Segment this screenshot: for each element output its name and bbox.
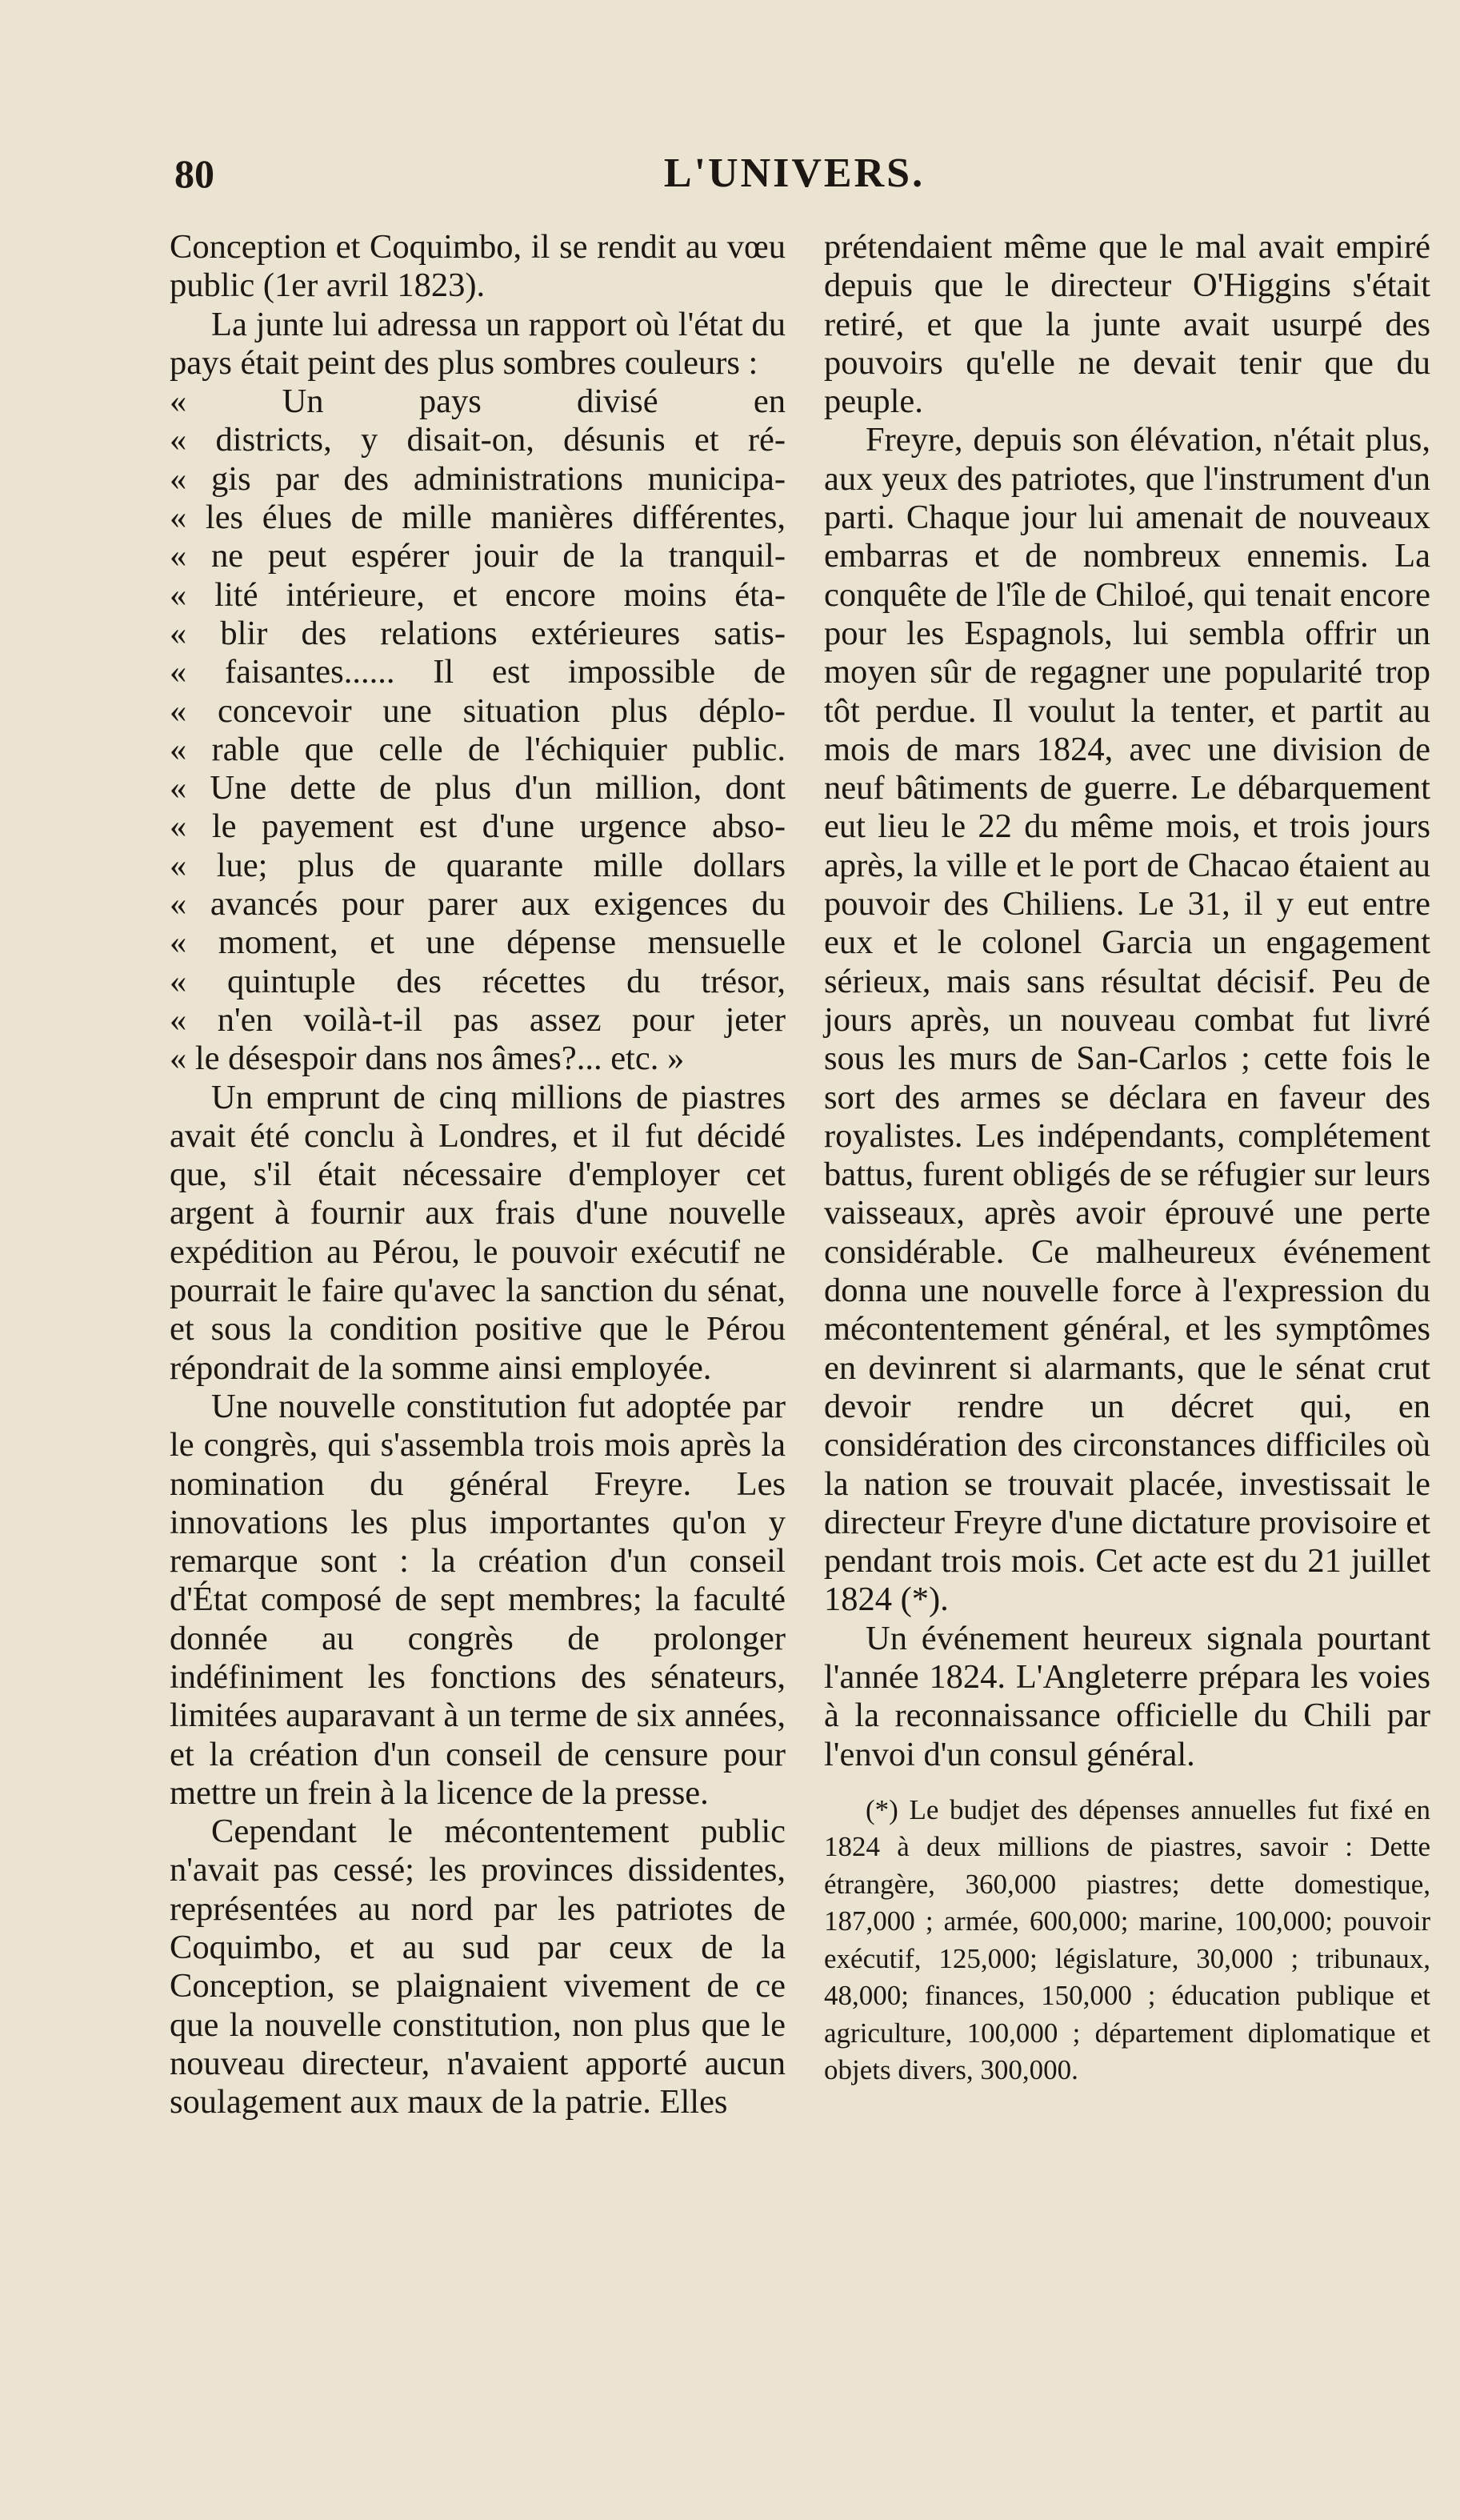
quote-line: « le payement est d'une urgence abso- — [170, 807, 786, 846]
paragraph: Cependant le mécontentement public n'avait pas cessé; les provinces dissidentes, représentées au nord par les patriotes de Coquimbo, et au sud par ceux de la Conception, se plaignaient vivement de ce que la nouvelle constitution, non plus que le nouveau directeur, n'avaient apporté aucun soulagement aux maux de la patrie. Elles — [170, 1813, 786, 2121]
quote-line: « concevoir une situation plus déplo- — [170, 691, 786, 730]
paragraph: Un événement heureux signala pourtant l'année 1824. L'Angleterre prépara les voies à la reconnaissance officielle du Chili par l'envoi d'un consul général. — [824, 1619, 1430, 1773]
quote-line: « n'en voilà-t-il pas assez pour jeter — [170, 1000, 786, 1039]
paragraph: Un emprunt de cinq millions de piastres avait été conclu à Londres, et il fut décidé que, s'il était nécessaire d'employer cet argent à fournir aux frais d'une nouvelle expédition au Pérou, le pouvoir exécutif ne pourrait le faire qu'avec la sanction du sénat, et sous la condition positive que le Pérou répondrait de la somme ainsi employée. — [170, 1078, 786, 1387]
quote-line: « rable que celle de l'échiquier public. — [170, 730, 786, 768]
quote-line: « faisantes...... Il est impossible de — [170, 653, 786, 691]
quote-line: « Une dette de plus d'un million, dont — [170, 769, 786, 807]
quote-line: « districts, y disait-on, désunis et ré- — [170, 421, 786, 459]
footnote-text: (*) Le budjet des dépenses annuelles fut fixé en 1824 à deux millions de piastres, savoir : Dette étrangère, 360,000 piastres; dette domestique, 187,000 ; armée, 600,000; marine, 100,000; pouvoir exécutif, 125,000; législature, 30,000 ; tribunaux, 48,000; finances, 150,000 ; éducation publique et agriculture, 100,000 ; département diplomatique et objets divers, 300,000. — [824, 1793, 1430, 2086]
quote-line: « avancés pour parer aux exigences du — [170, 885, 786, 923]
footnote — [824, 1792, 1430, 2089]
right-column — [824, 228, 1430, 2089]
quote-line: « le désespoir dans nos âmes?... etc. » — [170, 1040, 685, 1078]
quote-line: « quintuple des récettes du trésor, — [170, 962, 786, 1000]
quote-line: « les élues de mille manières différentes, — [170, 499, 786, 537]
left-column — [170, 228, 786, 2122]
quoted-report — [170, 383, 786, 1078]
page-header — [174, 146, 1414, 210]
quote-line: « moment, et une dépense mensuelle — [170, 923, 786, 962]
quote-line: « ne peut espérer jouir de la tranquil- — [170, 537, 786, 575]
paragraph: Freyre, depuis son élévation, n'était plus, aux yeux des patriotes, que l'instrument d'un parti. Chaque jour lui amenait de nouveaux embarras et de nombreux ennemis. La conquête de l'île de Chiloé, qui tenait encore pour les Espagnols, lui sembla offrir un moyen sûr de regagner une popularité trop tôt perdue. Il voulut la tenter, et partit au mois de mars 1824, avec une division de neuf bâtiments de guerre. Le débarquement eut lieu le 22 du même mois, et trois jours après, la ville et le port de Chacao étaient au pouvoir des Chiliens. Le 31, il y eut entre eux et le colonel Garcia un engagement sérieux, mais sans résultat décisif. Peu de jours après, un nouveau combat fut livré sous les murs de San-Carlos ; cette fois le sort des armes se déclara en faveur des royalistes. Les indépendants, complétement battus, furent obligés de se réfugier sur leurs vaisseaux, après avoir éprouvé une perte considérable. Ce malheureux événement donna une nouvelle force à l'expression du mécontentement général, et les symptômes en devinrent si alarmants, que le sénat crut devoir rendre un décret qui, en considération des circonstances difficiles où la nation se trouvait placée, investissait le directeur Freyre d'une dictature provisoire et pendant trois mois. Cet acte est du 21 juillet 1824 (*). — [824, 421, 1430, 1619]
paragraph-intro: La junte lui adressa un rapport où l'état du pays était peint des plus sombres couleurs : — [170, 305, 786, 382]
quote-line: « blir des relations extérieures satis- — [170, 614, 786, 652]
quote-line: « gis par des administrations municipa- — [170, 459, 786, 498]
quote-line: « Un pays divisé en — [170, 383, 786, 421]
quote-line: « lité intérieure, et encore moins éta- — [170, 575, 786, 614]
page-number: 80 — [174, 151, 214, 196]
paragraph: prétendaient même que le mal avait empiré depuis que le directeur O'Higgins s'était retiré, et que la junte avait usurpé des pouvoirs qu'elle ne devait tenir que du peuple. — [824, 228, 1430, 421]
quote-line: « lue; plus de quarante mille dollars — [170, 846, 786, 884]
paragraph: Conception et Coquimbo, il se rendit au vœu public (1er avril 1823). — [170, 228, 786, 305]
paragraph: Une nouvelle constitution fut adoptée par le congrès, qui s'assembla trois mois après la nomination du général Freyre. Les innovations les plus importantes qu'on y remarque sont : la création d'un conseil d'État composé de sept membres; la faculté donnée au congrès de prolonger indéfiniment les fonctions des sénateurs, limitées auparavant à un terme de six années, et la création d'un conseil de censure pour mettre un frein à la licence de la presse. — [170, 1387, 786, 1812]
running-title: L'UNIVERS. — [663, 150, 926, 196]
